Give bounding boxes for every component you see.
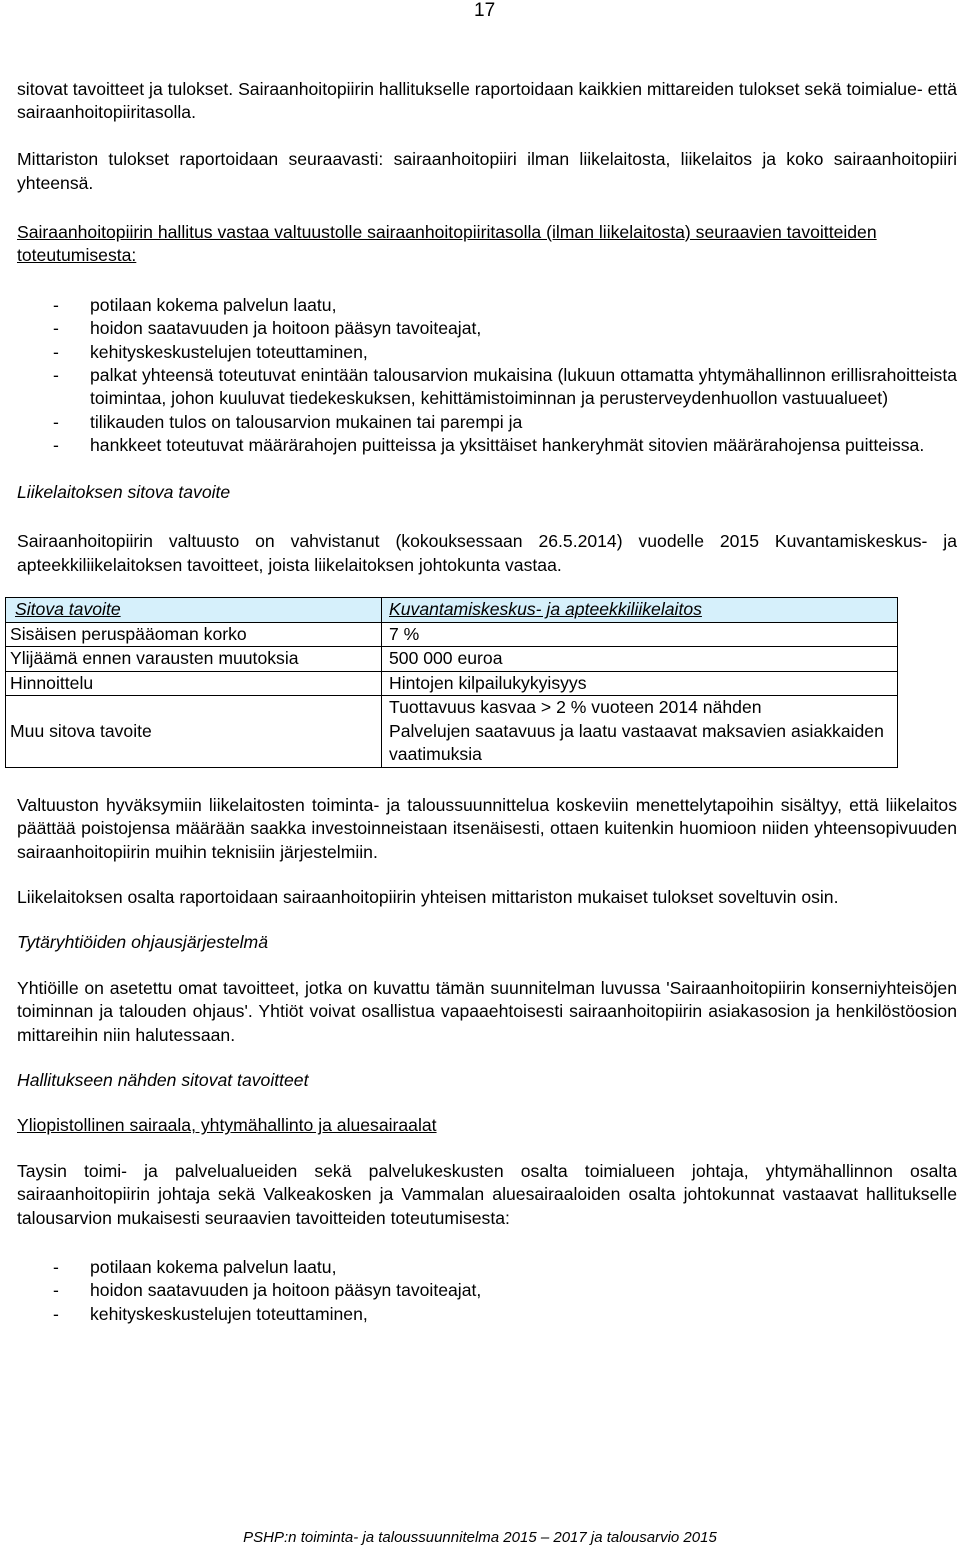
list-dash: - (53, 318, 59, 339)
subsidiary-heading: Tytäryhtiöiden ohjausjärjestelmä (17, 932, 268, 953)
list-dash: - (53, 435, 59, 456)
list-item: - tilikauden tulos on talousarvion mukainen tai parempi ja (17, 411, 957, 434)
table-header-cell: Kuvantamiskeskus- ja apteekkiliikelaitos (382, 598, 898, 623)
page-number: 17 (474, 0, 496, 21)
university-heading: Yliopistollinen sairaala, yhtymähallinto ja aluesairaalat (17, 1115, 437, 1136)
table-row (6, 647, 898, 672)
other-goal-line: Tuottavuus kasvaa > 2 % vuoteen 2014 nähden (389, 697, 762, 718)
subsidiary-paragraph: Yhtiöille on asetettu omat tavoitteet, jotka on kuvattu tämän suunnitelman luvussa 'Sairaanhoitopiirin konserniyhteisöjen toiminnan ja talouden ohjaus'. Yhtiöt voivat osallistua vapaaehtoisesti sairaanhoitopiirin asiakasosion ja henkilöstöosion mittareihin niin halutessaan. (17, 977, 957, 1045)
table-row (6, 696, 898, 768)
list-dash: - (53, 411, 59, 432)
list-item: - potilaan kokema palvelun laatu, (17, 294, 957, 317)
table-cell-value: 500 000 euroa (382, 647, 898, 672)
list-item: - hoidon saatavuuden ja hoitoon pääsyn tavoiteajat, (17, 1279, 957, 1302)
intro-paragraph: sitovat tavoitteet ja tulokset. Sairaanhoitopiirin hallitukselle raportoidaan kaikkien mittareiden tulokset sekä toimialue- että sairaanhoitopiiritasolla. (17, 79, 957, 123)
university-paragraph: Taysin toimi- ja palvelualueiden sekä palvelukeskusten osalta toimialueen johtaja, yhtymähallinnon osalta sairaanhoitopiirin johtaja sekä Valkeakosken ja Vammalan aluesairaaloiden osalta johtokunnat vastaavat hallitukselle talousarvion mukaisesti seuraavien tavoitteiden toteutumisesta: (17, 1160, 957, 1228)
table-cell-value: 7 % (382, 622, 898, 647)
page-footer: PSHP:n toiminta- ja taloussuunnitelma 2015 – 2017 ja talousarvio 2015 (243, 1529, 717, 1546)
list-item: - palkat yhteensä toteutuvat enintään talousarvion mukaisina (lukuun ottamatta yhtymähallinnon erillisrahoitteista toimintaa, johon kuuluvat tiedekeskuksen, kehittämistoiminnan ja perusterveydenhuollon vastuualueet) (53, 365, 957, 409)
binding-goals-table (5, 597, 898, 768)
board-goals-list (17, 294, 957, 458)
list-dash: - (53, 294, 59, 315)
procedure-paragraph: Valtuuston hyväksymiin liikelaitosten toiminta- ja taloussuunnittelua koskeviin menettelytapoihin sisältyy, että liikelaitos päättää poistojensa määrään saakka investoinneistaan itsenäisesti, ottaen kuitenkin huomioon niiden yhteensopivuuden sairaanhoitopiirin muihin teknisiin järjestelmiin. (17, 794, 957, 862)
table-row (6, 622, 898, 647)
list-item: - potilaan kokema palvelun laatu, (17, 1256, 957, 1279)
board-binding-heading: Hallitukseen nähden sitovat tavoitteet (17, 1070, 309, 1091)
university-goals-list (17, 1256, 957, 1326)
table-cell-label: Hinnoittelu (6, 671, 382, 696)
list-dash: - (53, 1257, 59, 1278)
other-goal-line: Palvelujen saatavuus ja laatu vastaavat maksavien asiakkaiden vaatimuksia (389, 720, 884, 765)
list-item: - kehityskeskustelujen toteuttaminen, (17, 1303, 957, 1326)
list-item: - kehityskeskustelujen toteuttaminen, (17, 341, 957, 364)
list-item: - hankkeet toteutuvat määrärahojen puitteissa ja yksittäiset hankeryhmät sitovien määrärahojensa puitteissa. (17, 434, 957, 457)
table-row (6, 671, 898, 696)
table-cell-value (382, 696, 898, 768)
table-cell-label: Ylijäämä ennen varausten muutoksia (6, 647, 382, 672)
intro-paragraph: Mittariston tulokset raportoidaan seuraavasti: sairaanhoitopiiri ilman liikelaitosta, liikelaitos ja koko sairaanhoitopiiri yhteensä. (17, 149, 957, 193)
table-cell-value: Hintojen kilpailukykyisyys (382, 671, 898, 696)
document-body (10, 78, 957, 1326)
list-dash: - (53, 341, 59, 362)
list-dash: - (53, 1303, 59, 1324)
table-cell-label: Muu sitova tavoite (6, 696, 382, 768)
list-dash: - (53, 365, 59, 386)
reporting-paragraph: Liikelaitoksen osalta raportoidaan sairaanhoitopiirin yhteisen mittariston mukaiset tulokset soveltuvin osin. (17, 887, 839, 907)
list-dash: - (53, 1280, 59, 1301)
list-item: - hoidon saatavuuden ja hoitoon pääsyn tavoiteajat, (17, 317, 957, 340)
enterprise-goal-heading: Liikelaitoksen sitova tavoite (17, 482, 231, 503)
enterprise-goal-paragraph: Sairaanhoitopiirin valtuusto on vahvistanut (kokouksessaan 26.5.2014) vuodelle 2015 Kuvantamiskeskus- ja apteekkiliikelaitoksen tavoitteet, joista liikelaitoksen johtokunta vastaa. (17, 531, 957, 575)
table-header-cell: Sitova tavoite (6, 598, 382, 623)
board-responsibility-heading: Sairaanhoitopiirin hallitus vastaa valtuustolle sairaanhoitopiiritasolla (ilman liikelaitosta) seuraavien tavoitteiden toteutumisesta: (17, 222, 877, 266)
table-cell-label: Sisäisen peruspääoman korko (6, 622, 382, 647)
table-header-row (6, 598, 898, 623)
